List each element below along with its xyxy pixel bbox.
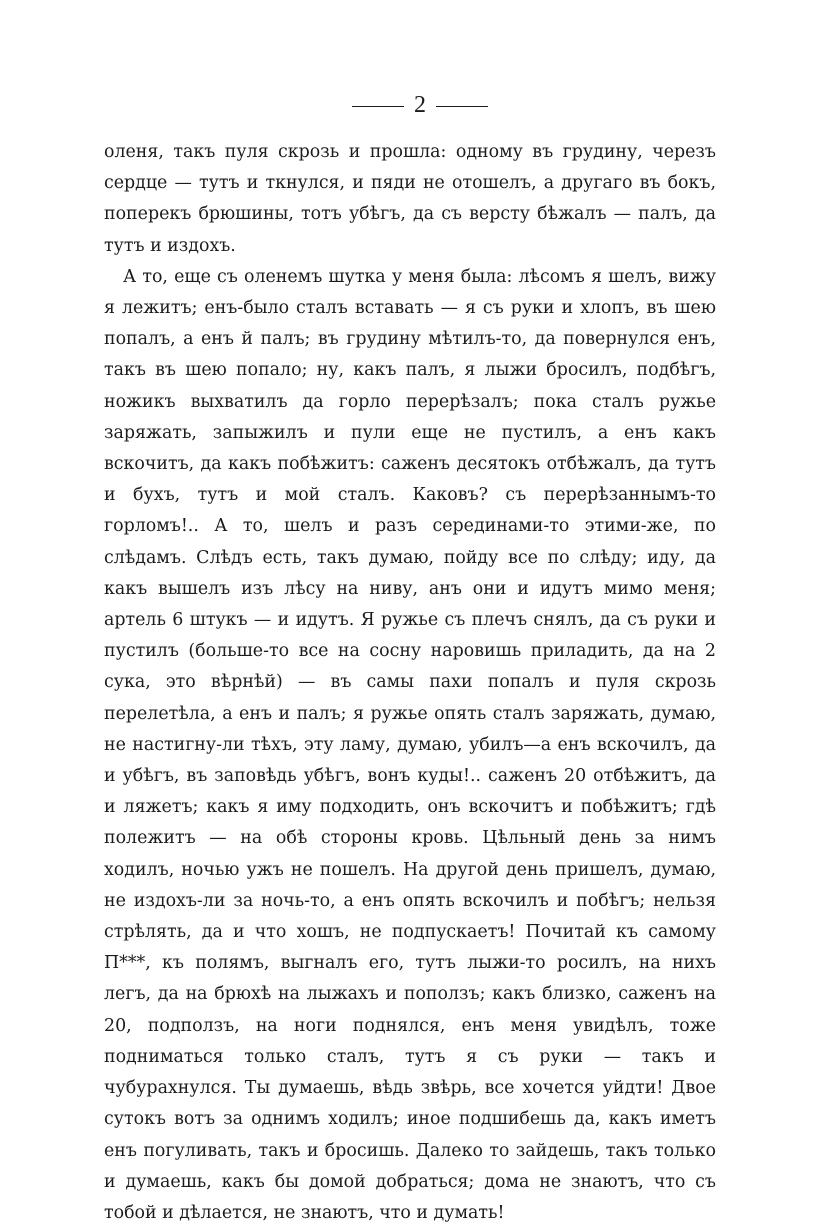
page-number: 2 <box>414 92 426 118</box>
paragraph-continuation: оленя, такъ пуля скрозь и прошла: одному въ грудину, черезъ сердце — тутъ и ткнулся, и пяди не отошелъ, а другаго въ бокъ, поперекъ брюшины, тотъ убѣгъ, да съ версту бѣжалъ — палъ, да тутъ и издохъ. <box>104 142 716 256</box>
paragraph: А то, еще съ оленемъ шутка у меня была: лѣсомъ я шелъ, вижу я лежитъ; енъ-было сталъ вставать — я съ руки и хлопъ, въ шею попалъ, а енъ й палъ; въ грудину мѣтилъ-то, да повернулся енъ, такъ въ шею попало; ну, какъ палъ, я лыжи бросилъ, подбѣгъ, ножикъ выхватилъ да горло перерѣзалъ; пока сталъ ружье заряжать, запыжилъ и пули еще не пустилъ, а енъ какъ вскочитъ, да какъ побѣжитъ: саженъ десятокъ отбѣжалъ, да тутъ и бухъ, тутъ и мой сталъ. Каковъ? съ перерѣзаннымъ-то горломъ!.. А то, шелъ и разъ серединами-то этими-же, по слѣдамъ. Слѣдъ есть, такъ думаю, пойду все по слѣду; иду, да какъ вышелъ изъ лѣсу на ниву, анъ они и идутъ мимо меня; артель 6 штукъ — и идутъ. Я ружье съ плечъ снялъ, да съ руки и пустилъ (больше-то все на сосну наровишь приладить, да на 2 сука, это вѣрнѣй) — въ самы пахи попалъ и пуля скрозь перелетѣла, а енъ и палъ; я ружье опять сталъ заряжать, думаю, не настигну-ли тѣхъ, эту ламу, думаю, убилъ—а енъ вскочилъ, да и убѣгъ, въ заповѣдь убѣгъ, вонъ куды!.. саженъ 20 отбѣжитъ, да и ляжетъ; какъ я иму подходить, онъ вскочитъ и побѣжитъ; гдѣ полежитъ — на обѣ стороны кровь. Цѣльный день за нимъ ходилъ, ночью ужъ не пошелъ. На другой день пришелъ, думаю, не издохъ-ли за ночь-то, а енъ опять вскочилъ и побѣгъ; нельзя стрѣлять, да и что хошъ, не подпускаетъ! Почитай къ самому П***, къ полямъ, выгналъ его, тутъ лыжи-то росилъ, на нихъ легъ, да на брюхѣ на лыжахъ и поползъ; какъ близко, саженъ на 20, подползъ, на ноги поднялся, енъ меня увидѣлъ, тоже подниматься только сталъ, тутъ я съ руки — такъ и чубурахнулся. Ты думаешь, вѣдь звѣрь, все хочется уйдти! Двое сутокъ вотъ за однимъ ходилъ; иное подшибешь да, какъ иметъ енъ погуливать, такъ и бросишь. Далеко то зайдешь, такъ только и думаешь, какъ бы домой добраться; дома не знаютъ, что съ тобой и дѣлается, не знаютъ, что и думать! <box>104 266 716 1223</box>
header-rule-left <box>352 106 404 107</box>
body-text <box>104 137 716 1229</box>
header-rule-right <box>436 106 488 107</box>
page-header <box>0 90 840 120</box>
